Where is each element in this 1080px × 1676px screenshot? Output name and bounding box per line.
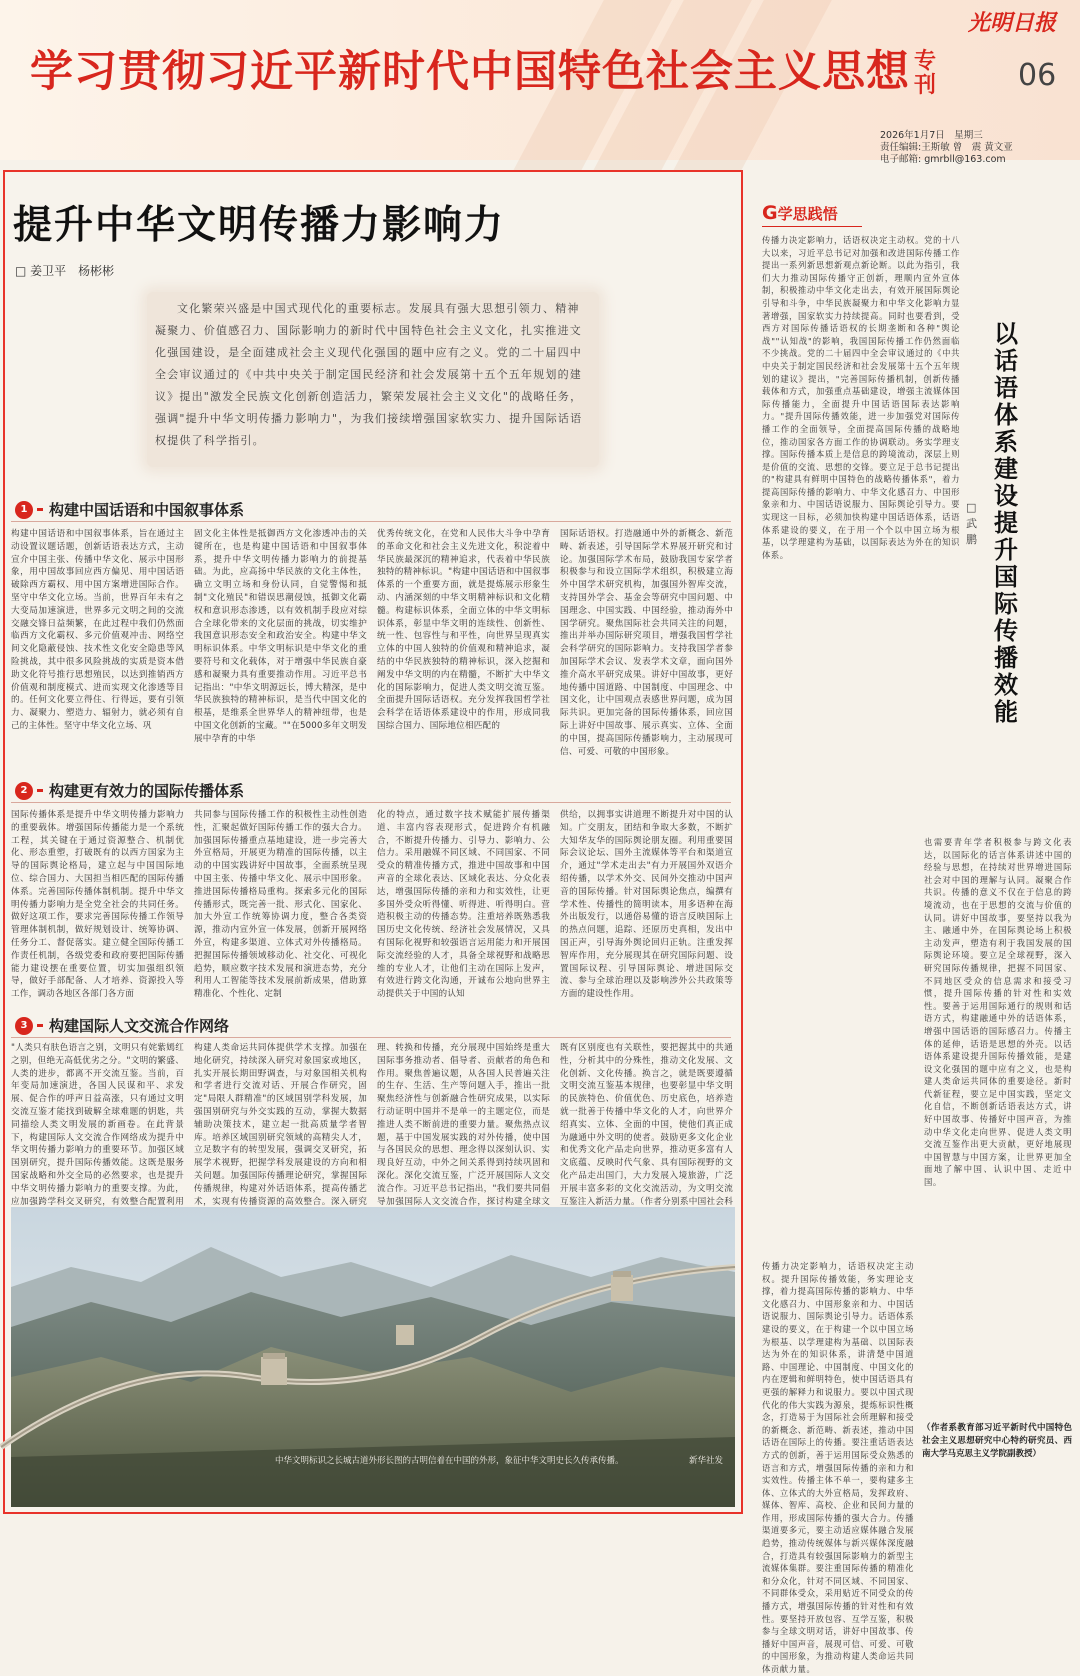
section-number-badge: 2 (15, 782, 33, 800)
text-column: 国际传播体系是提升中华文明传播力影响力的重要载体。增强国际传播能力是一个系统工程，其关键在于通过资源整合、机制优化、形态重塑，打破既有的以西方国家为主导的国际舆论格局，建立起与中国国际地位、综合国力、大国担当相匹配的国际传播体系。完善国际传播体制机制。提升中华文明传播力影响力是全党全社会的共同任务。做好这项工作，要求完善国际传播工作领导管理体制机制，做好规划设计、统筹协调、任务分工、督促落实。建立健全国际传播工作责任机制，各级党委和政府要把国际传播能力建设摆在重要位置，切实加强组织领导，做好手部配备、人才培养、资源投入等工作，调动各地区各部门各方面 (11, 810, 184, 1000)
sidebar-title: 以话语体系建设提升国际传播效能 (994, 319, 1018, 726)
photo-credit: 新华社发 (689, 1456, 724, 1466)
section-rule (11, 1037, 731, 1038)
text-column: 构建中国话语和中国叙事体系，旨在通过主动设置议题话题，创新话语表达方式，主动宣介中国主张、传播中华文化、展示中国形象，用中国故事回应西方偏见、用中国话语破除西方霸权、用中国方案增进国际合作。坚守中华文化立场。当前，世界百年未有之大变局加速演进，世界多元文明之间的交流交融交锋日益频繁，在此过程中我们仍然面临西方文化霸权、多元价值观冲击、网络空间文化隐蔽侵蚀、技术性文化安全隐患等风险挑战，其中很多风险挑战的实质是资本借助文化符号推行思想殖民，以达到推销西方价值观和制度模式、进而实现文化渗透等目的。任何文化要立得住、行得远，要有引领力、凝聚力、塑造力、辐射力，就必须有自己的主体性。坚守中华文化立场、巩 (11, 529, 184, 731)
masthead-title: 学习贯彻习近平新时代中国特色社会主义思想 (30, 47, 910, 97)
sidebar-text-upper: 传播力决定影响力，话语权决定主动权。党的十八大以来，习近平总书记对加强和改进国际传播工作提出一系列新思想新观点新论断。以此为指引，我们大力推动国际传播守正创新，理顺内宣外宣体制，积极推动中华文化走出去，有效开展国际舆论引导和斗争，中华民族凝聚力和中华文化影响力显著增强，国家软实力持续提高。同时也要看到，受西方对国际传播话语权的长期垄断和各种"舆论战""认知战"的影响，我国国际传播工作仍然面临不少挑战。党的二十届四中全会审议通过的《中共中央关于制定国民经济和社会发展第十五个五年规划的建议》提出，"完善国际传播机制，创新传播载体和方式，加强重点基础建设，增强主流媒体国际传播能力，全面提升中国话语国际表达影响力。"提升国际传播效能，进一步加强党对国际传播工作的全面领导，全面提高国际传播的战略地位，推动国家各方面工作的协调联动。务实学理支撑。国际传播本质上是信息的跨境流动，深层上则是价值的交流、思想的交锋。要立足于总书记提出的"构建具有鲜明中国特色的战略传播体系"，着力提高国际传播的影响力、中华文化感召力、中国形象亲和力、中国话语说服力、国际舆论引导力。要实现这一目标，必须加快构建中国话语体系，话语体系建设的要义，在于用一个个以中国立场为根基，以学理建构为基础，以国际表达为外在的知识体系。 (762, 235, 960, 560)
section-bar-decoration (37, 1024, 43, 1027)
text-column: 国际话语权。打造融通中外的新概念、新范畴、新表述，引导国际学术界展开研究和讨论。加强国际学术布局，鼓励我国专家学者积极参与和设立国际学术组织，积极建立海外中国学术研究机构，加强国外智库交流，支持国外学会、基金会等研究中国问题、中国理念、中国实践、中国经验，推动海外中国学研究。聚焦国际社会共同关注的问题，推出并举办国际研究项目，增强我国哲学社会科学研究的国际影响力。支持我国学者参加国际学术会议、发表学术文章，面向国外推介高水平研究成果。讲好中国故事，更好地传播中国道路、中国制度、中国理念、中国文化，让中国观点表感世界问题，成为国际共识。更加完备的国际传播体系，回应国际上讲好中国故事、展示真实、立体、全面的中国，提高国际传播影响力，主动展现可信、可爱、可敬的中国形象。 (560, 529, 733, 757)
editor-email: 电子邮箱: gmrbll@163.com (880, 154, 1006, 165)
section-heading (11, 780, 731, 802)
text-column: 既有区别度也有关联性，要把握其中的共通性，分析其中的分殊性，推动文化发展、文化创新、文化传播。换言之，就是既要遵循文明交流互鉴基本规律，也要彰显中华文明的民族特色、价值优色、历史底色，培养造就一批善于传播中华文化的人才，向世界介绍真实、立体、全面的中国，使他们真正成为融通中外文明的使者。鼓励更多文化企业和优秀文化产品走向世界，推动更多富有人文底蕴、反映时代气象、具有国际视野的文化产品走出国门，大力发展入境旅游，广泛开展丰富多彩的文化交流活动，为文明交流互鉴注入新活力量。（作者分别系中国社会科 (560, 1043, 733, 1207)
section-title: 构建国际人文交流合作网络 (49, 1017, 230, 1035)
photo-caption: 中华文明标识之长城古道外形长图的古明信着在中国的外形，象征中华文明史长久传承传播。 (275, 1456, 624, 1466)
column-name-text: 学思践悟 (777, 205, 838, 223)
text-column: "人类只有肤色语言之别，文明只有姹紫嫣红之别，但绝无高低优劣之分。"文明的繁盛、人类的进步，都离不开交流互鉴。当前，百年变局加速演进，各国人民谋和平、求发展、促合作的呼声日益高涨，只有通过文明交流互鉴才能找到破解全球难题的钥匙，共同描绘人类文明发展的新画卷。在此背景下，构建国际人文交流合作网络成为提升中华文明传播力影响力的重要环节。加强区域国别研究，提升国际传播效能。这既是服务国家战略和外交全局的必然要求，也是提升中华文明传播力影响力的重要支撑。为此，应加强跨学科交叉研究，有效整合配置利用 (11, 1043, 184, 1207)
section-body (11, 1042, 733, 1206)
section-rule (11, 802, 731, 803)
special-issue-label: 专刊 (914, 49, 937, 98)
section-bar-decoration (37, 508, 43, 511)
text-column: 固文化主体性是抵御西方文化渗透冲击的关键所在，也是构建中国话语和中国叙事体系，提升中华文明传播力影响力的前提基础。为此，应高扬中华民族的文化主体性，确立文明立场和身份认同，自觉警惕和抵制"文化殖民"和错误思潮侵蚀，抵御文化霸权和意识形态渗透，以有效机制手段应对综合全球化带来的文化层面的挑战，切实维护我国意识形态安全和政治安全。构建中华文明标识体系。中华文明标识是中华文化的重要符号和文化载体，对于增强中华民族自豪感和凝聚力具有重要推动作用。习近平总书记指出："中华文明源远长，博大精深，是中华民族独特的精神标识，是当代中国文化的根基，是维系全世界华人的精神纽带，也是中国文化创新的宝藏。""在5000多年文明发展中孕育的中华 (194, 529, 367, 744)
main-article (3, 170, 743, 1514)
sidebar-text-lower-left: 传播力决定影响力，话语权决定主动权。提升国际传播效能，务实理论支撑，着力提高国际传播的影响力、中华文化感召力、中国形象亲和力、中国话语说服力、国际舆论引导力。话语体系建设的要义，在于构建一个以中国立场为根基、以学理建构为基础、以国际表达为外在的知识体系，讲清楚中国道路、中国理论、中国制度、中国文化的内在逻辑和鲜明特色，使中国话语具有更强的解释力和说服力。要以中国式现代化的伟大实践为源泉，提炼标识性概念，打造易于为国际社会所理解和接受的新概念、新范畴、新表述，推动中国话语在国际上的传播。要注重话语表达方式的创新，善于运用国际受众熟悉的语言和方式，增强国际传播的亲和力和实效性。传播主体不单一，要构建多主体、立体式的大外宣格局，发挥政府、媒体、智库、高校、企业和民间力量的作用，形成国际传播的强大合力。传播渠道要多元，要主动适应媒体融合发展趋势，推动传统媒体与新兴媒体深度融合，打造具有较强国际影响力的新型主流媒体集群。要注重国际传播的精准化和分众化，针对不同区域、不同国家、不同群体受众，采用贴近不同受众的传播方式，增强国际传播的针对性和有效性。要坚持开放包容、互学互鉴，积极参与全球文明对话，讲好中国故事、传播好中国声音，展现可信、可爱、可敬的中国形象，为推动构建人类命运共同体贡献力量。 (762, 1261, 914, 1674)
section-body (11, 528, 733, 778)
sidebar-author-bio: （作者系教育部习近平新时代中国特色社会主义思想研究中心特约研究员、西南大学马克思主义学院副教授） (922, 1423, 1072, 1459)
article-abstract-box (147, 292, 599, 467)
section-heading (11, 1015, 731, 1037)
text-column: 构建人类命运共同体提供学术支撑。加强在地化研究，持续深入研究对象国家或地区，扎实开展长期田野调查，与对象国相关机构和学者进行交流对话、开展合作研究，固定"局限人群精准"的区域国别学科发展，加强国别研究与外交实践的互动，掌握大数据辅助决策技术，建立起一批高质量学者智库。培养区域国别研究领域的高精尖人才，立足数字有的转型发展，强调交叉研究，拓展学术视野，把握学科发展建设的方向和相关问题。加强国际传播理论研究，掌握国际传播规律，构建对外话语体系，提高传播艺术，实现有传播资源的高效整合。深入研究 (194, 1043, 367, 1207)
section-body (11, 809, 733, 1027)
section-heading (11, 499, 731, 521)
sidebar-author: □ 武 鹏 (966, 501, 988, 546)
text-column: 供给，以拥事实讲道理不断提升对中国的认知。广交朋友，团结和争取大多数，不断扩大知华友华的国际舆论朋友圈。利用重要国际会议论坛、国外主流媒体等平台和渠道宣介，通过"学术走出去"有力开展国外双语介绍传播，以学术外交、民间外交推动中国声音的国际传播。针对国际舆论焦点，编撰有学术性、传播性的简明读本，用多语种在海外出版发行，以通俗易懂的语言反映国际上的热点问题，追踪、还原历史真相，发出中国正声，引导海外舆论回归正轨。注重发挥智库作用，充分展现其在研究国际问题、设置国际议程、引导国际舆论、增进国际交流、参与全球治理以及影响涉外公共政策等方面的建设性作用。 (560, 810, 733, 1000)
text-column: 理、转换和传播，充分展现中国始终是重大国际事务推动者、倡导者、贡献者的角色和作用。聚焦普遍议题，从各国人民普遍关注的生存、生活、生产等问题入手，推出一批聚焦经济性与创新融合性研究成果，以实际行动证明中国并不是单一的主题定位，而是推进人类不断前进的重要力量。聚焦热点议题，基于中国发展实践的对外传播，使中国与各国民众的思想、理念得以深刻认识、实现良好互动，中外之间关系得到持续巩固和深化。深化交流互鉴，广泛开展国际人文交流合作。习近平总书记指出，"我们要共同倡导加强国际人文交流合作，探讨构建全球文 (377, 1043, 550, 1207)
section-title: 构建中国话语和中国叙事体系 (49, 501, 245, 519)
column-g-icon: G (762, 202, 778, 224)
article-headline: 提升中华文明传播力影响力 (13, 202, 506, 248)
page-number: 06 (1018, 58, 1057, 93)
section-number-badge: 1 (15, 501, 33, 519)
article-authors: □ 姜卫平 杨彬彬 (15, 264, 115, 278)
section-rule (11, 521, 731, 522)
text-column: 优秀传统文化，在党和人民伟大斗争中孕育的革命文化和社会主义先进文化，积淀着中华民族最深沉的精神追求，代表着中华民族独特的精神标识。"构建中国话语和中国叙事体系的一个重要方面，就是提炼展示形象生动、内涵深刻的中华文明精神标识和文化精髓。构建标识体系，全面立体的中华文明标识体系，彰显中华文明的连续性、创新性、统一性、包容性与和平性，向世界呈现真实立体的中国人独特的价值观和精神追求，凝结的中华民族独特的精神标识，深入挖掘和阐发中华文明的内在精髓，不断扩大中华文化的国际影响力，促进人类文明交流互鉴。全面提升国际话语权。充分发挥我国哲学社会科学在话语体系建设中的作用，形成同我国综合国力、国际地位相匹配的 (377, 529, 550, 731)
sidebar-text-lower-right: 也需要青年学者积极参与跨文化表达，以国际化的话言体系讲述中国的经验与思想，在持续对世界增进国际社会对中国的理解与认同。凝聚合作共识。传播的意义不仅在于信息的跨境流动，也在于思想的交流与价值的认同。讲好中国故事，要坚持以我为主、融通中外，在国际舆论场上积极主动发声，塑造有利于我国发展的国际舆论环境。要立足全球视野，深入研究国际传播规律，把握不同国家、不同地区受众的信息需求和接受习惯，提升国际传播的针对性和实效性。要善于运用国际通行的规则和话语方式，构建融通中外的话语体系，增强中国话语的国际感召力。传播主体的延伸，话语是思想的外壳。以话语体系建设提升国际传播效能，是建设文化强国的题中应有之义，也是构建人类命运共同体的重要途径。新时代新征程，要立足中国实践，坚定文化自信，不断创新话语表达方式，讲好中国故事、传播好中国声音，为推动中华文化走向世界、促进人类文明交流互鉴作出更大贡献，更好地展现中国智慧与中国方案，让世界更加全面地了解中国、认识中国、走近中国。 (924, 837, 1072, 1188)
article-abstract-text: 文化繁荣兴盛是中国式现代化的重要标志。发展具有强大思想引领力、精神凝聚力、价值感召力、国际影响力的新时代中国特色社会主义文化，扎实推进文化强国建设，是全面建成社会主义现代化强国的题中应有之义。党的二十届四中全会审议通过的《中共中央关于制定国民经济和社会发展第十五个五年规划的建议》提出"激发全民族文化创新创造活力，繁荣发展社会主义文化"的战略任务，强调"提升中华文明传播力影响力"，为我们接续增强国家软实力、提升国际话语权提供了科学指引。 (155, 302, 583, 447)
section-number-badge: 3 (15, 1017, 33, 1035)
section-title: 构建更有效力的国际传播体系 (49, 782, 245, 800)
sidebar-article (748, 170, 1080, 1674)
column-rule (762, 226, 862, 227)
column-name (762, 202, 838, 224)
date-line: 2026年1月7日 星期三 (880, 130, 983, 141)
editors-line: 责任编辑:王斯敏 曾 震 黄文亚 (880, 142, 1013, 153)
masthead-banner (0, 0, 1080, 165)
newspaper-logo: 光明日报 (968, 10, 1057, 36)
text-column: 共同参与国际传播工作的积极性主动性创造性，汇聚起做好国际传播工作的强大合力。加强国际传播重点基地建设，进一步完善大外宣格局，开展更为精准的国际传播，以主动的中国实践讲好中国故事，全面系统呈现中国主张、传播中华文化、展示中国形象。推进国际传播格局重构。探索多元化的国际传播形式，既完善一批、形式化、国家化、加大外宣工作统筹协调力度，整合各类资源，推动内宣外宣一体发展，创新开展网络外宣，构建多渠道、立体式对外传播格局。把握国际传播领域移动化、社交化、可视化趋势，顺应数字技术发展和演进态势，充分利用人工智能等技术发展前新成果，借助算精准化、个性化、定制 (194, 810, 367, 1000)
text-column: 化的特点，通过数字技术赋能扩展传播渠道、丰富内容表现形式，促进跨介有机融合，不断提升传播力、引导力、影响力、公信力。采用融媒不同区域、不同国家、不同受众的精准传播方式，推进中国故事和中国声音的全球化表达、区域化表达、分众化表达，增强国际传播的亲和力和实效性，让更多国外受众听得懂、听得进、听得明白。营造积极主动的传播态势。注重培养既熟悉我国历史文化传统、经济社会发展情况，又具有国际化视野和较强语言运用能力和开展国际交流经验的人才，具备全球视野和战略思维的专业人才，让他们主动在国际上发声，有效进行跨文化沟通，开诚布公地向世界主动提供关于中国的认知 (377, 810, 550, 1000)
section-bar-decoration (37, 789, 43, 792)
